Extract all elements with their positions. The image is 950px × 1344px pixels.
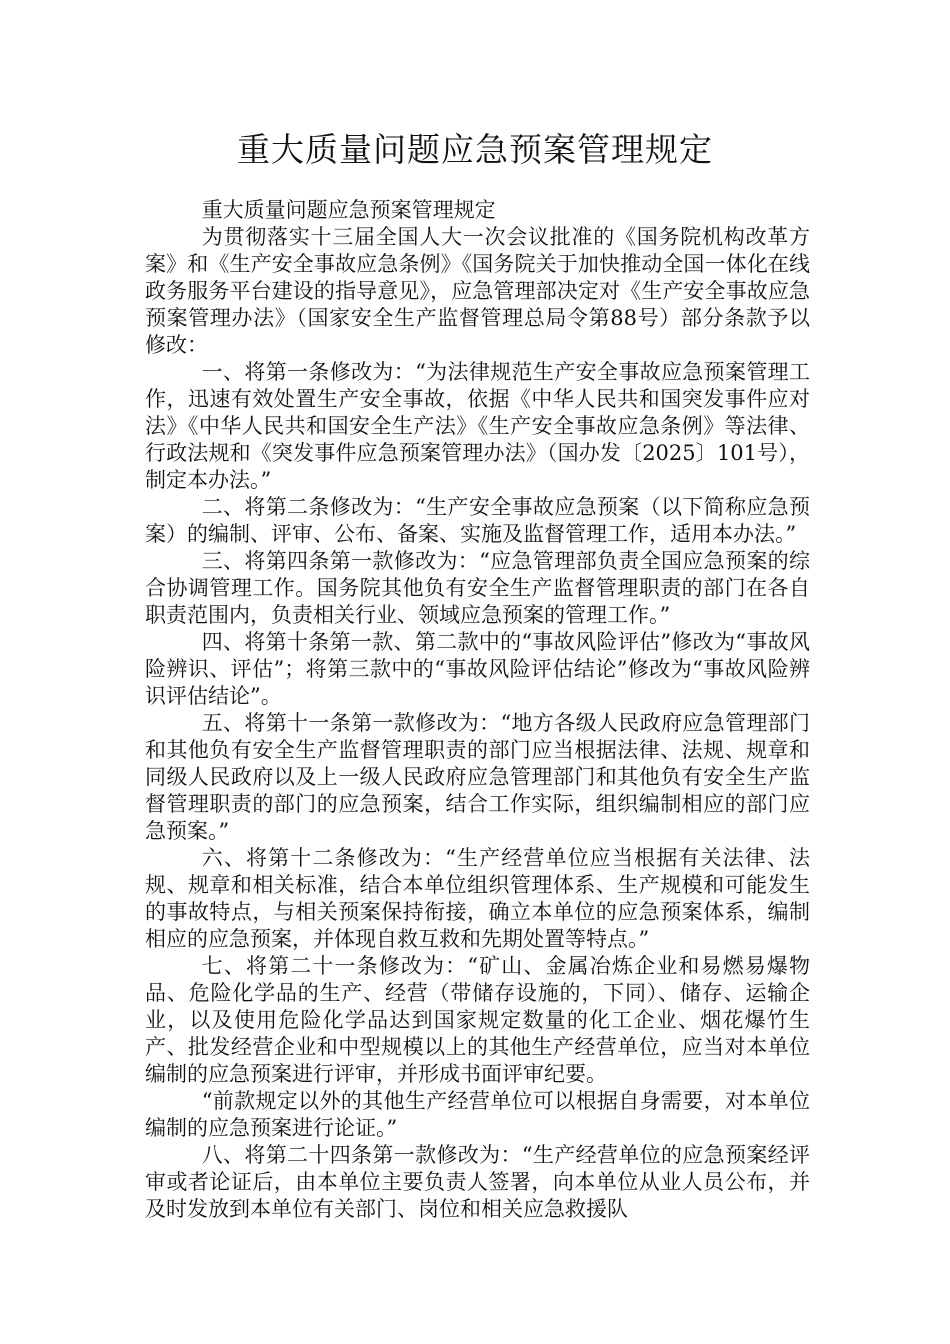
document-body [145, 197, 810, 1223]
paragraph-item-1: 一、将第一条修改为：“为法律规范生产安全事故应急预案管理工作，迅速有效处置生产安全事故，依据《中华人民共和国突发事件应对法》《中华人民共和国安全生产法》《生产安全事故应急条例》等法律、行政法规和《突发事件应急预案管理办法》（国办发〔2025〕101号），制定本办法。” [145, 360, 810, 492]
paragraph-item-5: 五、将第十一条第一款修改为：“地方各级人民政府应急管理部门和其他负有安全生产监督管理职责的部门应当根据法律、法规、规章和同级人民政府以及上一级人民政府应急管理部门和其他负有安全生产监督管理职责的部门的应急预案，结合工作实际，组织编制相应的部门应急预案。” [145, 711, 810, 843]
paragraph-item-8: 八、将第二十四条第一款修改为：“生产经营单位的应急预案经评审或者论证后，由本单位主要负责人签署，向本单位从业人员公布，并及时发放到本单位有关部门、岗位和相关应急救援队 [145, 1143, 810, 1221]
paragraph-subtitle: 重大质量问题应急预案管理规定 [201, 198, 496, 222]
paragraph-item-7: 七、将第二十一条修改为：“矿山、金属冶炼企业和易燃易爆物品、危险化学品的生产、经营（带储存设施的，下同）、储存、运输企业，以及使用危险化学品达到国家规定数量的化工企业、烟花爆竹生产、批发经营企业和中型规模以上的其他生产经营单位，应当对本单位编制的应急预案进行评审，并形成书面评审纪要。 [145, 954, 810, 1086]
paragraph-item-2: 二、将第二条修改为：“生产安全事故应急预案（以下简称应急预案）的编制、评审、公布、备案、实施及监督管理工作，适用本办法。” [145, 495, 810, 546]
paragraph-item-4: 四、将第十条第一款、第二款中的“事故风险评估”修改为“事故风险辨识、评估”；将第三款中的“事故风险评估结论”修改为“事故风险辨识评估结论”。 [145, 630, 810, 708]
paragraph-item-3: 三、将第四条第一款修改为：“应急管理部负责全国应急预案的综合协调管理工作。国务院其他负有安全生产监督管理职责的部门在各自职责范围内，负责相关行业、领域应急预案的管理工作。” [145, 549, 810, 627]
paragraph-item-7-continued: “前款规定以外的其他生产经营单位可以根据自身需要，对本单位编制的应急预案进行论证。” [145, 1089, 810, 1140]
paragraph-preamble: 为贯彻落实十三届全国人大一次会议批准的《国务院机构改革方案》和《生产安全事故应急条例》《国务院关于加快推动全国一体化在线政务服务平台建设的指导意见》，应急管理部决定对《生产安全事故应急预案管理办法》（国家安全生产监督管理总局令第88号）部分条款予以修改： [145, 225, 810, 357]
document-title: 重大质量问题应急预案管理规定 [237, 130, 713, 169]
paragraph-item-6: 六、将第十二条修改为：“生产经营单位应当根据有关法律、法规、规章和相关标准，结合本单位组织管理体系、生产规模和可能发生的事故特点，与相关预案保持衔接，确立本单位的应急预案体系，编制相应的应急预案，并体现自救互救和先期处置等特点。” [145, 846, 810, 951]
